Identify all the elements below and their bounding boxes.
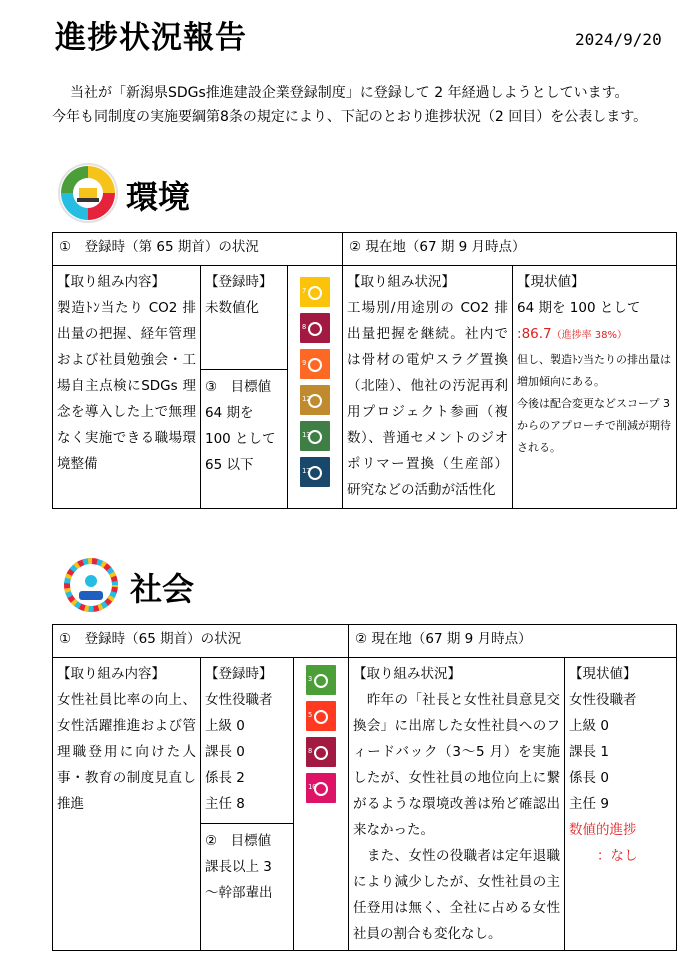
soc-registration-label: 【登録時】: [205, 666, 273, 682]
sdg-goal-9-icon: 9: [300, 349, 330, 379]
sdg-goal-10-icon: 10: [306, 773, 336, 803]
sdg-goal-3-icon: 3: [306, 665, 336, 695]
soc-status-text: 昨年の「社長と女性社員意見交換会」に出席した女性社員へのフィードバック（3～5 月）を実施したが、女性社員の地位向上に繋がるような環境改善は殆ど確認出来なかった。 また、女性の役職者は定年退職により減少したが、女性社員の主任登用は無く、全社に占める女性社員の割合も変化なし。: [353, 692, 561, 942]
sdg-goal-17-icon: 17: [300, 457, 330, 487]
soc-effort-label: 【取り組み内容】: [57, 666, 165, 682]
env-header-current: ② 現在地（67 期 9 月時点）: [343, 233, 677, 266]
niigata-sdgs-logo: [60, 554, 122, 616]
section-title-environment: 環境: [126, 178, 191, 216]
company-logo: [57, 162, 119, 224]
env-effort-text: 製造ﾄﾝ当たり CO2 排出量の把握、経年管理および社員勉強会・工場自主点検にSDGs 理念を導入した上で無理なく実施できる職場環境整備: [57, 300, 196, 472]
sdg-goal-5-icon: 5: [306, 701, 336, 731]
env-effort-label: 【取り組み内容】: [57, 274, 165, 290]
env-target-text: 64 期を 100 として 65 以下: [205, 405, 276, 473]
env-current-note-2: 今後は配合変更などスコープ 3 からのアプローチで削減が期待される。: [517, 397, 672, 454]
soc-sdg-icons: [294, 658, 349, 951]
society-table: [52, 624, 677, 951]
soc-status-label: 【取り組み状況】: [353, 666, 462, 682]
env-header-registration: ① 登録時（第 65 期首）の状況: [53, 233, 343, 266]
env-current-note-1: 但し、製造ﾄﾝ当たりの排出量は増加傾向にある。: [517, 353, 672, 388]
sdg-goal-7-icon: 7: [300, 277, 330, 307]
section-title-society: 社会: [130, 570, 195, 608]
soc-current-label: 【現状値】: [569, 666, 637, 682]
env-progress-rate: （進捗率 38%）: [551, 330, 628, 341]
environment-table: [52, 232, 677, 509]
env-target-label: ③ 目標値: [205, 379, 272, 395]
sdg-goal-12-icon: 12: [300, 385, 330, 415]
soc-target-label: ② 目標値: [205, 833, 272, 849]
intro-line-2: 今年も同制度の実施要綱第8条の規定により、下記のとおり進捗状況（2 回目）を公表します。: [52, 109, 648, 125]
soc-effort-text: 女性社員比率の向上、女性活躍推進および管理職登用に向けた人事・教育の制度見直し推進: [57, 692, 196, 812]
soc-header-current: ② 現在地（67 期 9 月時点）: [349, 625, 677, 658]
soc-header-registration: ① 登録時（65 期首）の状況: [53, 625, 349, 658]
env-registration-value: 未数値化: [205, 300, 259, 316]
soc-progress-value: ：なし: [597, 848, 638, 864]
soc-target-text: 課長以上 3 ～幹部輩出: [205, 859, 273, 901]
soc-registration-text: 女性役職者 上級 0 課長 0 係長 2 主任 8: [205, 692, 273, 812]
soc-progress-label: 数値的進捗: [569, 822, 637, 838]
env-current-line: 64 期を 100 として: [517, 300, 641, 316]
sdg-goal-13-icon: 13: [300, 421, 330, 451]
env-sdg-icons: [288, 266, 343, 509]
env-registration-label: 【登録時】: [205, 274, 273, 290]
env-current-label: 【現状値】: [517, 274, 585, 290]
env-status-label: 【取り組み状況】: [347, 274, 456, 290]
report-date: 2024/9/20: [575, 30, 662, 49]
intro-line-1: 当社が「新潟県SDGs推進建設企業登録制度」に登録して 2 年経過しようとしています。: [70, 85, 629, 101]
env-status-text: 工場別/用途別の CO2 排出量把握を継続。社内では骨材の電炉スラグ置換（北陸）、他社の汚泥再利用プロジェクト参画（複数）、普通セメントのジオポリマー置換（生産部）研究などの活動が活性化: [347, 300, 509, 498]
soc-current-text: 女性役職者 上級 0 課長 1 係長 0 主任 9: [569, 692, 637, 812]
page-title: 進捗状況報告: [55, 20, 247, 56]
sdg-goal-8-icon: 8: [300, 313, 330, 343]
sdg-goal-8-icon: 8: [306, 737, 336, 767]
env-current-value: :86.7: [517, 326, 552, 342]
